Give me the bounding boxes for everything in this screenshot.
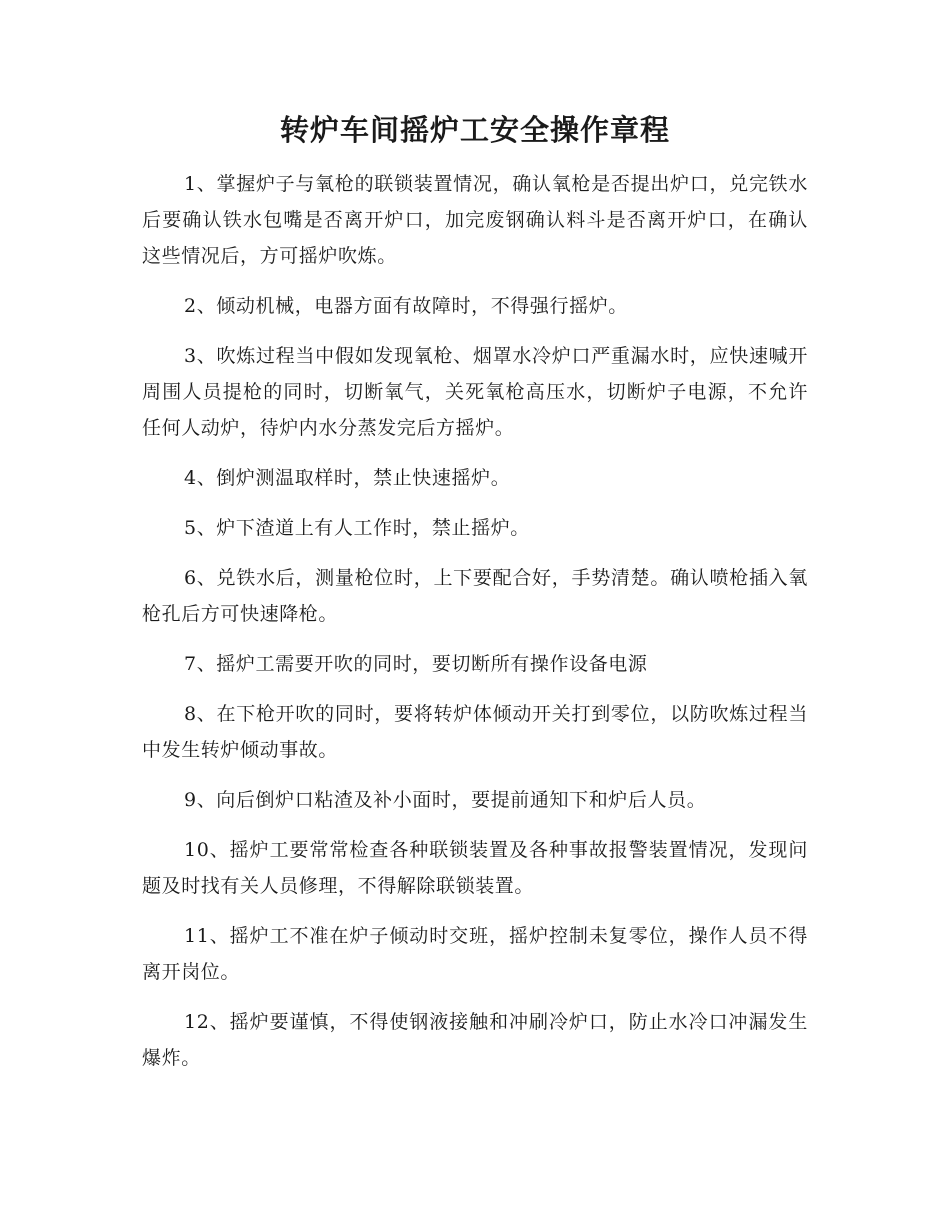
rule-paragraph-12: 12、摇炉要谨慎，不得使钢液接触和冲刷冷炉口，防止水冷口冲漏发生爆炸。 — [142, 1011, 808, 1069]
rule-paragraph-4: 4、倒炉测温取样时，禁止快速摇炉。 — [184, 467, 511, 489]
rule-paragraph-11: 11、摇炉工不准在炉子倾动时交班，摇炉控制未复零位，操作人员不得离开岗位。 — [142, 925, 808, 983]
rule-paragraph-2: 2、倾动机械，电器方面有故障时，不得强行摇炉。 — [184, 295, 628, 317]
rule-paragraph-1: 1、掌握炉子与氧枪的联锁装置情况，确认氧枪是否提出炉口，兑完铁水后要确认铁水包嘴是否离开炉口，加完废钢确认料斗是否离开炉口，在确认这些情况后，方可摇炉吹炼。 — [142, 173, 808, 267]
document-body — [142, 166, 808, 1090]
rule-paragraph-5: 5、炉下渣道上有人工作时，禁止摇炉。 — [184, 517, 530, 539]
rule-paragraph-8: 8、在下枪开吹的同时，要将转炉体倾动开关打到零位，以防吹炼过程当中发生转炉倾动事故。 — [142, 703, 808, 761]
rule-paragraph-9: 9、向后倒炉口粘渣及补小面时，要提前通知下和炉后人员。 — [184, 789, 707, 811]
rule-paragraph-10: 10、摇炉工要常常检查各种联锁装置及各种事故报警装置情况，发现问题及时找有关人员修理，不得解除联锁装置。 — [142, 839, 808, 897]
document-title: 转炉车间摇炉工安全操作章程 — [279, 113, 670, 147]
rule-paragraph-3: 3、吹炼过程当中假如发现氧枪、烟罩水冷炉口严重漏水时，应快速喊开周围人员提枪的同时，切断氧气，关死氧枪高压水，切断炉子电源，不允许任何人动炉，待炉内水分蒸发完后方摇炉。 — [142, 345, 808, 439]
rule-paragraph-6: 6、兑铁水后，测量枪位时，上下要配合好，手势清楚。确认喷枪插入氧枪孔后方可快速降枪。 — [142, 567, 808, 625]
rule-paragraph-7: 7、摇炉工需要开吹的同时，要切断所有操作设备电源 — [184, 653, 648, 675]
